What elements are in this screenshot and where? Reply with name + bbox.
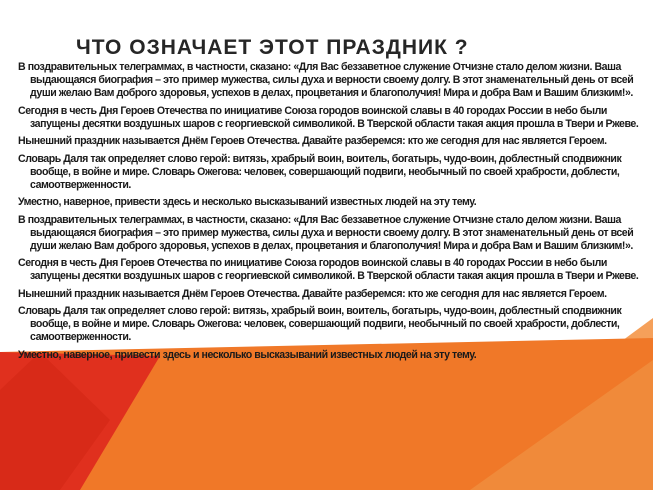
body-paragraph: Уместно, наверное, привести здесь и несколько высказываний известных людей на эту тему. bbox=[18, 196, 477, 208]
body-paragraph: Нынешний праздник называется Днём Героев Отечества. Давайте разберемся: кто же сегодня для нас является Героем. bbox=[18, 287, 607, 300]
body-paragraph: Сегодня в честь Дня Героев Отечества по инициативе Союза городов воинской славы в 40 городах России в небо были запущены десятки воздушных шаров с георгиевской символикой. В Тверской области такая акция прошла в Твери и Ржеве. bbox=[18, 257, 639, 282]
body-paragraph: Словарь Даля так определяет слово герой: витязь, храбрый воин, воитель, богатырь, чудо-воин, доблестный сподвижник вообще, в войне и мире. Словарь Ожегова: человек, совершающий подвиги, необычный по своей храбрости, доблести, самоотверженности. bbox=[18, 305, 622, 343]
body-paragraph: В поздравительных телеграммах, в частности, сказано: «Для Вас беззаветное служение Отчизне стало делом жизни. Ваша выдающаяся биография – это пример мужества, силы духа и верности своему долгу. В этот знаменательный день от всей души желаю Вам доброго здоровья, успехов в делах, процветания и благополучия! Мира и добра Вам и Вашим близким!». bbox=[18, 61, 634, 99]
body-paragraph: Уместно, наверное, привести здесь и несколько высказываний известных людей на эту тему. bbox=[18, 348, 477, 361]
body-paragraph: Словарь Даля так определяет слово герой: витязь, храбрый воин, воитель, богатырь, чудо-воин, доблестный сподвижник вообще, в войне и мире. Словарь Ожегова: человек, совершающий подвиги, необычный по своей храбрости, доблести, самоотверженности. bbox=[18, 152, 622, 191]
body-paragraph: В поздравительных телеграммах, в частности, сказано: «Для Вас беззаветное служение Отчизне стало делом жизни. Ваша выдающаяся биография – это пример мужества, силы духа и верности своему долгу. В этот знаменательный день от всей души желаю Вам доброго здоровья, успехов в делах, процветания и благополучия! Мира и добра Вам и Вашим близким!». bbox=[18, 213, 634, 252]
slide-body bbox=[18, 61, 640, 366]
body-paragraph: Нынешний праздник называется Днём Героев Отечества. Давайте разберемся: кто же сегодня для нас является Героем. bbox=[18, 135, 607, 147]
slide-title: ЧТО ОЗНАЧАЕТ ЭТОТ ПРАЗДНИК ? bbox=[76, 36, 469, 59]
body-paragraph: Сегодня в честь Дня Героев Отечества по инициативе Союза городов воинской славы в 40 городах России в небо были запущены десятки воздушных шаров с георгиевской символикой. В Тверской области такая акция прошла в Твери и Ржеве. bbox=[18, 104, 639, 130]
